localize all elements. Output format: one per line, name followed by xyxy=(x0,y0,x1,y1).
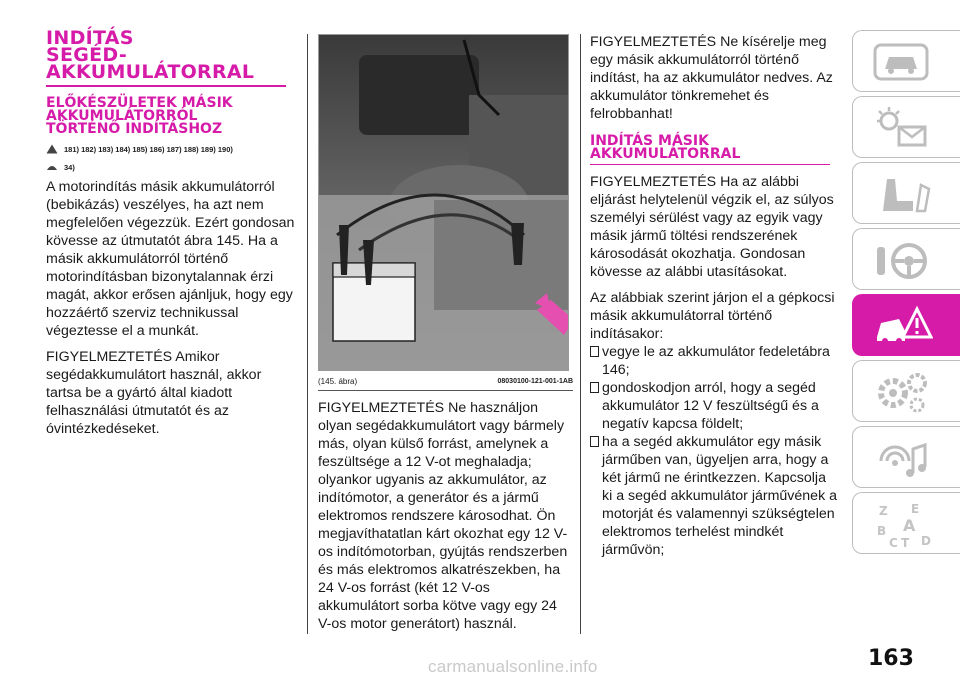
figure-label: (145. ábra) xyxy=(318,377,358,386)
page-number: 163 xyxy=(868,646,914,671)
tab-maintenance[interactable] xyxy=(852,360,960,422)
gears-maintenance-icon xyxy=(873,369,933,415)
voltage-warning-paragraph: FIGYELMEZTETÉS Ne használjon olyan segédakkumulátort vagy bármely más, olyan külső forrást, amelynek a feszültsége a 12 V-ot meghaladja; olyankor ugyanis az akkumulátor, az indítómotor, a generátor és a jármű elektromos rendszere károsodhat. Ön megjavíthatatlan kárt okozhat egy 12 V-os indítómotorban, gyújtás rendszerben és más elektromos alkatrészekben, ha 24 V-os forrást (két 12 V-os akkumulátort sorba kötve vagy egy 24 V-os motor generátort) használ. xyxy=(318,400,568,632)
tab-emergency[interactable] xyxy=(852,294,960,356)
caution-drop-icon xyxy=(46,162,58,172)
checkbox-bullet-icon xyxy=(590,436,599,447)
tab-multimedia[interactable] xyxy=(852,426,960,488)
index-letter: A xyxy=(903,516,916,535)
seat-safety-icon xyxy=(873,171,933,217)
index-letter: E xyxy=(911,502,920,516)
warning-paragraph-1: FIGYELMEZTETÉS Amikor segédakkumulátort használ, akkor tartsa be a gyártó által kiadott felhasználási útmutatót és az óvintézkedéseket. xyxy=(46,349,262,437)
warning-refs xyxy=(46,144,298,154)
section-heading xyxy=(590,135,840,161)
title-divider xyxy=(46,85,286,87)
steering-wheel-icon xyxy=(873,237,933,283)
wet-battery-warning: FIGYELMEZTETÉS Ne kísérelje meg egy másik akkumulátorról történő indítást, ha az akkumulátor nedves. Az akkumulátor tönkremehet és felrobbanhat! xyxy=(590,34,833,122)
warning-triangle-icon xyxy=(46,144,58,154)
main-title-line-2: SEGÉD- xyxy=(46,44,128,66)
tab-driving[interactable] xyxy=(852,228,960,290)
figure-caption xyxy=(318,377,573,391)
list-item-text: ha a segéd akkumulátor egy másik járműben van, ügyeljen arra, hogy a két jármű ne érintkezzen. Kapcsolja ki a segéd akkumulátor járművének a motorját és valamennyi szükségtelen elektromos terhelést mindkét járművön; xyxy=(602,434,838,558)
left-column xyxy=(46,27,298,438)
checkbox-bullet-icon xyxy=(590,382,599,393)
right-column xyxy=(590,33,840,559)
list-item xyxy=(590,433,840,559)
subtitle-line-3: TÖRTÉNŐ INDÍTÁSHOZ xyxy=(46,121,223,137)
jump-start-illustration xyxy=(318,34,569,371)
tab-index[interactable] xyxy=(852,492,960,554)
column-divider-1 xyxy=(307,34,308,634)
figure-code: 08030100-121-001-1AB xyxy=(497,378,573,385)
main-title xyxy=(46,27,298,83)
index-letter: C xyxy=(889,536,898,549)
multimedia-icon xyxy=(873,435,933,481)
watermark: carmanualsonline.info xyxy=(428,657,598,676)
tab-safety[interactable] xyxy=(852,162,960,224)
index-letters-icon xyxy=(873,501,943,549)
engine-bay-battery-photo xyxy=(319,35,569,371)
intro-paragraph: A motorindítás másik akkumulátorról (bebikázás) veszélyes, ha azt nem megfelelően végezzük. Ezért gondosan kövesse az útmutatót ábra 145. Ha a másik akkumulátorról történő motorindításban bizonytalannak érzi magát, akkor erősen ajánljuk, hogy egy hozzáértő szerviz technikussal végeztesse el a munkát. xyxy=(46,179,295,339)
section-subtitle xyxy=(46,97,298,136)
main-title-line-1: INDÍTÁS xyxy=(46,27,134,49)
index-letter: Z xyxy=(879,504,888,518)
warning-lights-icon xyxy=(873,105,933,151)
caution-ref-list: 34) xyxy=(64,162,75,172)
warning-ref-list: 181) 182) 183) 184) 185) 186) 187) 188) 189) 190) xyxy=(64,144,233,154)
caution-refs xyxy=(46,162,298,172)
checkbox-bullet-icon xyxy=(590,346,599,357)
procedure-warning: FIGYELMEZTETÉS Ha az alábbi eljárást helytelenül végzik el, az súlyos személyi sérülést vagy az egyik vagy másik jármű töltési rendszerének károsodását okozhatja. Gondosan kövesse az alábbi utasításokat. xyxy=(590,174,834,280)
index-letter: D xyxy=(921,534,931,548)
procedure-intro: Az alábbiak szerint járjon el a gépkocsi másik akkumulátorral történő indításakor: xyxy=(590,290,835,342)
subtitle-line-1: ELŐKÉSZÜLETEK MÁSIK xyxy=(46,95,233,111)
index-letter: B xyxy=(877,524,887,538)
subtitle-line-2: AKKUMULÁTORRÓL xyxy=(46,108,198,124)
column-divider-2 xyxy=(580,34,581,634)
heading-line-1: INDÍTÁS MÁSIK xyxy=(590,133,709,149)
list-item-text: gondoskodjon arról, hogy a segéd akkumulátor 12 V feszültségű és a negatív kapcsa földelt; xyxy=(602,380,819,432)
tab-dashboard[interactable] xyxy=(852,30,960,92)
list-item-text: vegye le az akkumulátor fedeletábra 146; xyxy=(602,344,830,378)
list-item xyxy=(590,343,840,379)
heading-line-2: AKKUMULÁTORRAL xyxy=(590,146,741,162)
middle-column xyxy=(318,34,573,633)
index-letter: T xyxy=(901,536,910,549)
main-title-line-3: AKKUMULÁTORRAL xyxy=(46,61,255,83)
tab-warning-lights[interactable] xyxy=(852,96,960,158)
procedure-list xyxy=(590,343,840,559)
list-item xyxy=(590,379,840,433)
heading-divider xyxy=(590,164,830,165)
chapter-tabs xyxy=(852,30,960,558)
car-dashboard-icon xyxy=(873,39,933,85)
breakdown-car-icon xyxy=(873,303,933,349)
